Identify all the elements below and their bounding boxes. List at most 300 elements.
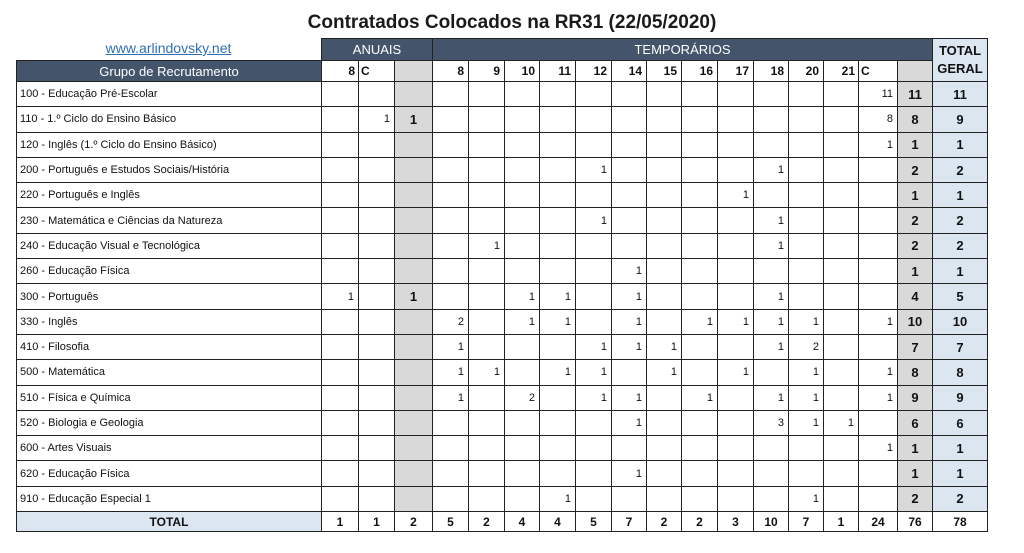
value-cell: [433, 82, 469, 107]
value-cell: [789, 284, 824, 309]
value-cell: [824, 284, 859, 309]
value-cell: [469, 107, 505, 132]
value-cell: [576, 233, 612, 258]
col-header-temp-14: 14: [612, 61, 647, 82]
value-cell: [824, 309, 859, 334]
total-geral-cell: 2: [933, 233, 988, 258]
value-cell: [469, 82, 505, 107]
value-cell: [469, 132, 505, 157]
value-cell: [647, 486, 682, 511]
page-title: Contratados Colocados na RR31 (22/05/2020): [307, 12, 717, 33]
value-cell: 1: [433, 385, 469, 410]
value-cell: 1: [647, 334, 682, 359]
value-cell: [469, 436, 505, 461]
value-cell: [322, 183, 359, 208]
temp-subtotal-cell: 1: [898, 132, 933, 157]
value-cell: [433, 461, 469, 486]
anuais-subtotal-cell: [395, 233, 433, 258]
table-row: [17, 309, 988, 334]
value-cell: [322, 461, 359, 486]
row-label: 230 - Matemática e Ciências da Natureza: [17, 208, 322, 233]
value-cell: [540, 132, 576, 157]
value-cell: [576, 82, 612, 107]
value-cell: [718, 410, 754, 435]
row-label: 110 - 1.º Ciclo do Ensino Básico: [17, 107, 322, 132]
anuais-subtotal-cell: [395, 334, 433, 359]
value-cell: [682, 183, 718, 208]
total-geral-cell: 1: [933, 132, 988, 157]
value-cell: [359, 309, 395, 334]
anuais-subtotal-cell: 1: [395, 284, 433, 309]
col-header-temp-16: 16: [682, 61, 718, 82]
total-geral-cell: 1: [933, 461, 988, 486]
value-cell: [433, 233, 469, 258]
value-cell: [824, 157, 859, 182]
value-cell: [612, 107, 647, 132]
value-cell: [505, 157, 540, 182]
value-cell: 1: [754, 334, 789, 359]
table-row: [17, 284, 988, 309]
value-cell: [322, 132, 359, 157]
row-label: 120 - Inglês (1.º Ciclo do Ensino Básico): [17, 132, 322, 157]
value-cell: [789, 157, 824, 182]
table-row: [17, 436, 988, 461]
table-row: [17, 208, 988, 233]
value-cell: [754, 82, 789, 107]
row-label: 410 - Filosofia: [17, 334, 322, 359]
value-cell: 1: [612, 334, 647, 359]
total-geral-cell: 2: [933, 157, 988, 182]
value-cell: [322, 385, 359, 410]
total-temp-cell: 1: [824, 512, 859, 532]
row-label: 300 - Português: [17, 284, 322, 309]
value-cell: [682, 486, 718, 511]
value-cell: [754, 107, 789, 132]
value-cell: [322, 82, 359, 107]
col-header-temp-20: 20: [789, 61, 824, 82]
header-row-groups: [17, 39, 988, 61]
total-temp-cell: 7: [789, 512, 824, 532]
value-cell: [576, 132, 612, 157]
temp-subtotal-cell: 7: [898, 334, 933, 359]
row-label: 100 - Educação Pré-Escolar: [17, 82, 322, 107]
temp-subtotal-cell: 1: [898, 183, 933, 208]
value-cell: [859, 410, 898, 435]
value-cell: [824, 436, 859, 461]
total-temp-cell: 4: [540, 512, 576, 532]
table-row: [17, 82, 988, 107]
value-cell: [612, 82, 647, 107]
value-cell: [647, 183, 682, 208]
value-cell: [576, 259, 612, 284]
value-cell: [359, 157, 395, 182]
value-cell: [433, 183, 469, 208]
value-cell: [469, 385, 505, 410]
value-cell: 1: [754, 233, 789, 258]
value-cell: [647, 132, 682, 157]
value-cell: [789, 107, 824, 132]
row-label: 330 - Inglês: [17, 309, 322, 334]
value-cell: 2: [433, 309, 469, 334]
total-anuais-cell: 1: [359, 512, 395, 532]
row-label: 220 - Português e Inglês: [17, 183, 322, 208]
table-row: [17, 183, 988, 208]
value-cell: [789, 436, 824, 461]
temp-subtotal-cell: 1: [898, 259, 933, 284]
value-cell: [682, 259, 718, 284]
total-temp-cell: 5: [576, 512, 612, 532]
header-total-geral: [933, 39, 988, 82]
total-temp-cell: 5: [433, 512, 469, 532]
value-cell: 1: [682, 309, 718, 334]
value-cell: [859, 208, 898, 233]
value-cell: 1: [576, 208, 612, 233]
value-cell: [322, 360, 359, 385]
value-cell: [647, 82, 682, 107]
value-cell: [469, 157, 505, 182]
row-label: 260 - Educação Física: [17, 259, 322, 284]
value-cell: [682, 284, 718, 309]
value-cell: [824, 107, 859, 132]
col-header-temp-21: 21: [824, 61, 859, 82]
value-cell: 1: [754, 385, 789, 410]
value-cell: [789, 82, 824, 107]
value-cell: [612, 157, 647, 182]
value-cell: [540, 157, 576, 182]
value-cell: [469, 208, 505, 233]
anuais-subtotal-cell: [395, 259, 433, 284]
value-cell: 1: [540, 309, 576, 334]
value-cell: [859, 183, 898, 208]
total-temp-cell: 24: [859, 512, 898, 532]
value-cell: [647, 410, 682, 435]
value-cell: 1: [359, 107, 395, 132]
value-cell: [718, 486, 754, 511]
anuais-subtotal-cell: [395, 461, 433, 486]
col-header-anuais-C: C: [359, 61, 395, 82]
value-cell: [540, 410, 576, 435]
value-cell: [789, 233, 824, 258]
col-header-temp-11: 11: [540, 61, 576, 82]
header-temporarios: TEMPORÁRIOS: [433, 39, 933, 61]
value-cell: 1: [576, 157, 612, 182]
value-cell: [505, 436, 540, 461]
header-total-line1: TOTAL: [938, 43, 982, 59]
value-cell: 1: [540, 360, 576, 385]
value-cell: [824, 183, 859, 208]
value-cell: [505, 107, 540, 132]
value-cell: [359, 334, 395, 359]
value-cell: [505, 82, 540, 107]
value-cell: 2: [505, 385, 540, 410]
value-cell: [576, 461, 612, 486]
value-cell: [824, 259, 859, 284]
value-cell: [682, 132, 718, 157]
value-cell: 1: [789, 410, 824, 435]
value-cell: 1: [576, 385, 612, 410]
value-cell: 1: [469, 233, 505, 258]
temp-subtotal-cell: 8: [898, 360, 933, 385]
col-header-temp-15: 15: [647, 61, 682, 82]
value-cell: [824, 82, 859, 107]
anuais-subtotal-cell: [395, 486, 433, 511]
value-cell: [682, 360, 718, 385]
value-cell: [359, 82, 395, 107]
total-geral-cell: 5: [933, 284, 988, 309]
header-group-label: Grupo de Recrutamento: [17, 61, 322, 82]
value-cell: [469, 309, 505, 334]
value-cell: [359, 410, 395, 435]
value-cell: 1: [647, 360, 682, 385]
value-cell: [505, 259, 540, 284]
placements-table: [16, 38, 988, 532]
value-cell: [540, 82, 576, 107]
value-cell: 1: [718, 309, 754, 334]
value-cell: [647, 309, 682, 334]
value-cell: [540, 334, 576, 359]
value-cell: [505, 183, 540, 208]
value-cell: 1: [789, 385, 824, 410]
value-cell: [718, 208, 754, 233]
value-cell: [433, 486, 469, 511]
value-cell: [576, 410, 612, 435]
value-cell: [647, 259, 682, 284]
anuais-subtotal-cell: [395, 157, 433, 182]
value-cell: [322, 233, 359, 258]
value-cell: 1: [433, 334, 469, 359]
value-cell: [647, 233, 682, 258]
value-cell: 11: [859, 82, 898, 107]
value-cell: [754, 436, 789, 461]
value-cell: [824, 334, 859, 359]
value-cell: 1: [718, 183, 754, 208]
value-cell: [540, 183, 576, 208]
header-row-columns: [17, 61, 988, 82]
anuais-subtotal-cell: [395, 410, 433, 435]
value-cell: [505, 360, 540, 385]
value-cell: [859, 157, 898, 182]
value-cell: [612, 233, 647, 258]
value-cell: [647, 157, 682, 182]
col-header-anuais-8: 8: [322, 61, 359, 82]
value-cell: [754, 259, 789, 284]
total-geral-cell: 1: [933, 436, 988, 461]
table-row: [17, 410, 988, 435]
value-cell: [824, 208, 859, 233]
table-row: [17, 461, 988, 486]
temp-subtotal-cell: 8: [898, 107, 933, 132]
value-cell: 1: [789, 360, 824, 385]
table-row: [17, 334, 988, 359]
value-cell: [718, 107, 754, 132]
col-header-temp-C: C: [859, 61, 898, 82]
value-cell: [682, 461, 718, 486]
col-header-temp-8: 8: [433, 61, 469, 82]
total-temp-subtotal: 76: [898, 512, 933, 532]
value-cell: [718, 436, 754, 461]
table-row: [17, 486, 988, 511]
value-cell: [359, 486, 395, 511]
value-cell: [718, 334, 754, 359]
value-cell: [682, 208, 718, 233]
value-cell: [540, 461, 576, 486]
total-geral-cell: 2: [933, 486, 988, 511]
temp-subtotal-cell: 4: [898, 284, 933, 309]
value-cell: [359, 436, 395, 461]
value-cell: [359, 208, 395, 233]
value-cell: 1: [754, 284, 789, 309]
value-cell: [824, 385, 859, 410]
value-cell: [505, 334, 540, 359]
value-cell: [505, 132, 540, 157]
value-cell: [718, 259, 754, 284]
value-cell: [540, 107, 576, 132]
value-cell: [576, 436, 612, 461]
value-cell: [718, 284, 754, 309]
value-cell: [540, 208, 576, 233]
value-cell: [789, 132, 824, 157]
row-label: 200 - Português e Estudos Sociais/História: [17, 157, 322, 182]
header-blank: [17, 39, 322, 61]
value-cell: [433, 410, 469, 435]
temp-subtotal-cell: 9: [898, 385, 933, 410]
value-cell: 1: [612, 410, 647, 435]
value-cell: [469, 284, 505, 309]
value-cell: [433, 208, 469, 233]
value-cell: 1: [754, 208, 789, 233]
table-row: [17, 360, 988, 385]
value-cell: [433, 132, 469, 157]
value-cell: [540, 436, 576, 461]
value-cell: [824, 486, 859, 511]
value-cell: [859, 461, 898, 486]
row-label: 600 - Artes Visuais: [17, 436, 322, 461]
value-cell: [540, 259, 576, 284]
table-row: [17, 233, 988, 258]
value-cell: [322, 107, 359, 132]
value-cell: 1: [612, 309, 647, 334]
value-cell: [859, 233, 898, 258]
anuais-subtotal-cell: [395, 132, 433, 157]
anuais-subtotal-cell: [395, 208, 433, 233]
value-cell: 1: [824, 410, 859, 435]
value-cell: [433, 284, 469, 309]
value-cell: [322, 410, 359, 435]
value-cell: [359, 183, 395, 208]
value-cell: 1: [612, 461, 647, 486]
value-cell: [647, 461, 682, 486]
value-cell: [824, 461, 859, 486]
value-cell: 3: [754, 410, 789, 435]
total-geral-cell: 9: [933, 107, 988, 132]
value-cell: 1: [859, 360, 898, 385]
total-temp-cell: 4: [505, 512, 540, 532]
table-row: [17, 157, 988, 182]
value-cell: 1: [540, 486, 576, 511]
value-cell: [576, 107, 612, 132]
value-cell: [682, 107, 718, 132]
value-cell: [824, 132, 859, 157]
value-cell: [322, 157, 359, 182]
anuais-subtotal-cell: [395, 82, 433, 107]
value-cell: 1: [859, 385, 898, 410]
value-cell: [433, 157, 469, 182]
temp-subtotal-cell: 1: [898, 461, 933, 486]
value-cell: [322, 436, 359, 461]
value-cell: [322, 208, 359, 233]
value-cell: [433, 107, 469, 132]
value-cell: [718, 157, 754, 182]
value-cell: [322, 486, 359, 511]
anuais-subtotal-cell: [395, 436, 433, 461]
value-cell: [718, 82, 754, 107]
table-row: [17, 132, 988, 157]
value-cell: [469, 334, 505, 359]
value-cell: [322, 334, 359, 359]
value-cell: 1: [505, 309, 540, 334]
value-cell: [359, 233, 395, 258]
value-cell: [754, 132, 789, 157]
anuais-subtotal-cell: [395, 360, 433, 385]
row-label: 620 - Educação Física: [17, 461, 322, 486]
header-total-line2: GERAL: [937, 61, 983, 76]
value-cell: [859, 259, 898, 284]
value-cell: [469, 410, 505, 435]
value-cell: 1: [754, 157, 789, 182]
value-cell: 1: [859, 436, 898, 461]
value-cell: [322, 259, 359, 284]
value-cell: [718, 461, 754, 486]
value-cell: 1: [859, 309, 898, 334]
row-label: 910 - Educação Especial 1: [17, 486, 322, 511]
totals-row: [17, 512, 988, 532]
value-cell: [612, 360, 647, 385]
value-cell: 1: [789, 486, 824, 511]
total-geral-cell: 7: [933, 334, 988, 359]
row-label: 520 - Biologia e Geologia: [17, 410, 322, 435]
value-cell: 1: [859, 132, 898, 157]
value-cell: [682, 82, 718, 107]
value-cell: 8: [859, 107, 898, 132]
value-cell: [647, 436, 682, 461]
value-cell: [322, 309, 359, 334]
value-cell: [576, 309, 612, 334]
total-geral-cell: 1: [933, 183, 988, 208]
value-cell: [859, 334, 898, 359]
value-cell: 1: [612, 259, 647, 284]
temp-subtotal-cell: 2: [898, 157, 933, 182]
value-cell: [824, 360, 859, 385]
value-cell: [612, 132, 647, 157]
value-cell: [718, 132, 754, 157]
value-cell: [682, 157, 718, 182]
value-cell: [359, 461, 395, 486]
value-cell: [505, 233, 540, 258]
total-geral-cell: 9: [933, 385, 988, 410]
value-cell: 1: [789, 309, 824, 334]
value-cell: [359, 259, 395, 284]
website-link[interactable]: www.arlindovsky.net: [105, 40, 232, 56]
total-temp-cell: 2: [647, 512, 682, 532]
value-cell: [647, 284, 682, 309]
value-cell: 2: [789, 334, 824, 359]
col-header-temp-10: 10: [505, 61, 540, 82]
value-cell: [647, 208, 682, 233]
value-cell: [754, 461, 789, 486]
value-cell: [505, 410, 540, 435]
col-header-temp-subtotal: [898, 61, 933, 82]
value-cell: [612, 208, 647, 233]
